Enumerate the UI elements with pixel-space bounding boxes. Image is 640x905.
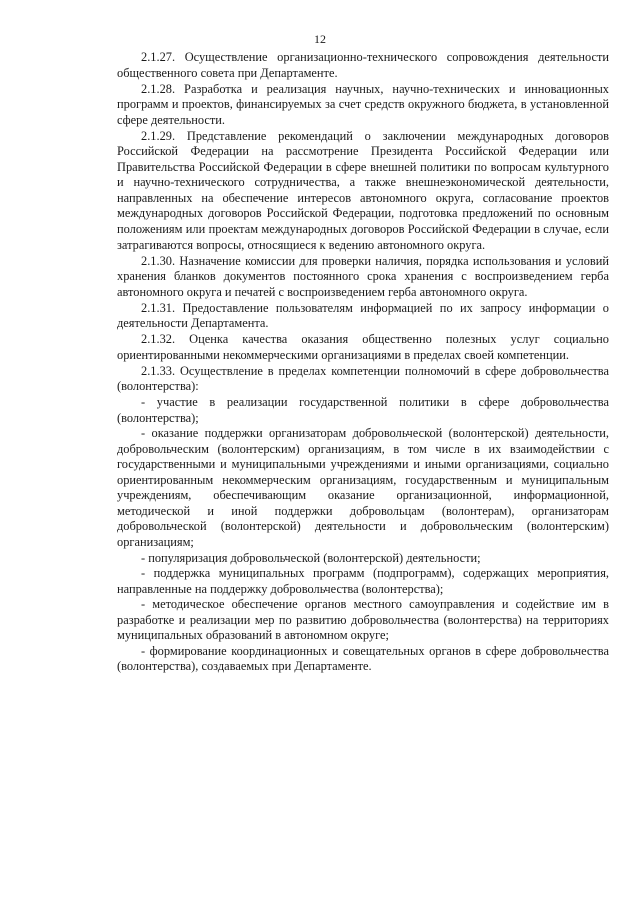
list-item-popularization: - популяризация добровольческой (волонтерской) деятельности; <box>141 550 481 565</box>
list-item-participation: - участие в реализации государственной политики в сфере добровольчества (волонтерства); <box>117 395 609 425</box>
page-number: 12 <box>314 32 326 46</box>
list-item-coordination-bodies: - формирование координационных и совещательных органов в сфере добровольчества (волонтерства), создаваемых при Департаменте. <box>117 643 609 674</box>
list-item-support-organizers: - оказание поддержки организаторам добровольческой (волонтерской) деятельности, добровольческим (волонтерским) организациям, в том числе в их взаимодействии с государственными и муниципальными учреждениями и иными организациями, социально ориентированным некоммерческим организациям, государственным и муниципальным учреждениям, обеспечивающим оказание организационной, информационной, методической и иной поддержки добровольцам (волонтерам), организаторам добровольческой (волонтерской) деятельности и добровольческим (волонтерским) организациям; <box>117 426 609 549</box>
paragraph-2-1-32: 2.1.32. Оценка качества оказания общественно полезных услуг социально ориентированными некоммерческими организациями в пределах своей компетенции. <box>117 332 609 362</box>
paragraph-2-1-29: 2.1.29. Представление рекомендаций о заключении международных договоров Российской Федерации на рассмотрение Президента Российской Федерации или Правительства Российской Федерации в сфере внешней политики по вопросам культурного и научно-технического сотрудничества, а также внешнеэкономической деятельности, направленных на обеспечение интересов автономного округа, согласование проектов международных договоров Российской Федерации, подготовка предложений по основным положениям или проектам международных договоров Российской Федерации в случае, если затрагиваются вопросы, относящиеся к ведению автономного округа. <box>117 128 609 252</box>
paragraph-2-1-27: 2.1.27. Осуществление организационно-технического сопровождения деятельности общественного совета при Департаменте. <box>117 50 609 80</box>
paragraph-2-1-28: 2.1.28. Разработка и реализация научных, научно-технических и инновационных программ и проектов, финансируемых за счет средств окружного бюджета, в установленной сфере деятельности. <box>117 81 609 127</box>
document-body <box>117 50 609 675</box>
paragraph-2-1-30: 2.1.30. Назначение комиссии для проверки наличия, порядка использования и условий хранения бланков документов постоянного срока хранения с воспроизведением герба автономного округа и печатей с воспроизведением герба автономного округа. <box>117 253 609 299</box>
paragraph-2-1-31: 2.1.31. Предоставление пользователям информацией по их запросу информации о деятельности Департамента. <box>117 300 609 331</box>
list-item-methodical-support: - методическое обеспечение органов местного самоуправления и содействие им в разработке и реализации мер по развитию добровольчества (волонтерства) на территориях муниципальных образований в автономном округе; <box>117 597 609 643</box>
paragraph-2-1-33: 2.1.33. Осуществление в пределах компетенции полномочий в сфере добровольчества (волонтерства): <box>117 363 609 394</box>
list-item-municipal-programs: - поддержка муниципальных программ (подпрограмм), содержащих мероприятия, направленные на поддержку добровольчества (волонтерства); <box>117 566 609 596</box>
